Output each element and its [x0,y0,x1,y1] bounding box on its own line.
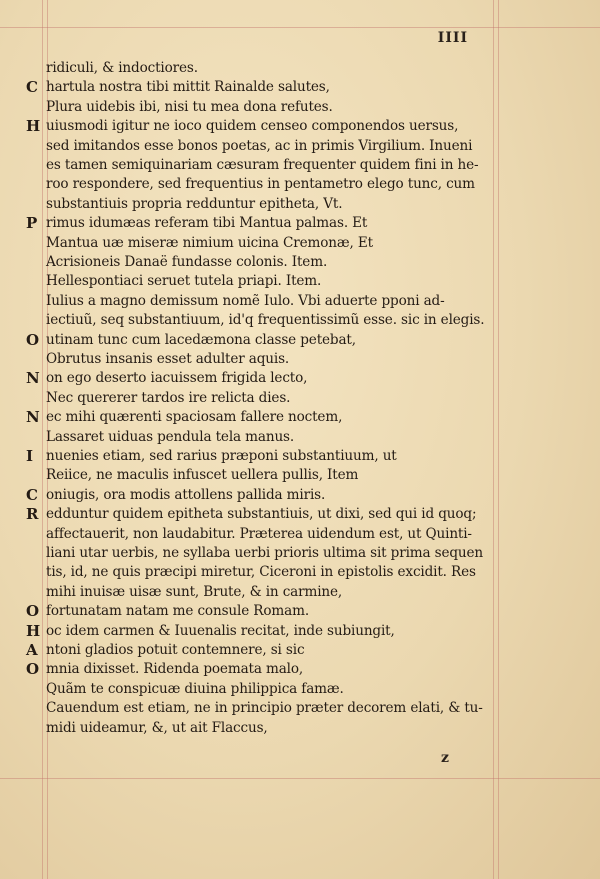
text-line [26,117,459,136]
line-text: Hellespontiaci seruet tutela priapi. Item. [46,273,322,290]
line-text: ntoni gladios potuit contemnere, si sic [46,642,305,658]
initial-letter: I [26,447,33,465]
margin-rule-left [42,0,43,879]
initial-letter: P [26,214,38,233]
line-text: Quãm te conspicuæ diuina philippica famæ. [46,680,344,697]
text-line [26,485,326,504]
text-line [46,699,483,717]
text-line [26,641,305,659]
line-text: on ego deserto iacuissem frigida lecto, [46,370,308,387]
line-text: rimus idumæas referam tibi Mantua palmas. Et [46,215,368,232]
line-text: liani utar uerbis, ne syllaba uerbi prioris ultima sit prima sequen [46,545,484,561]
initial-letter: O [26,660,39,679]
text-line [46,98,333,116]
initial-letter: O [26,330,39,349]
line-text: mnia dixisset. Ridenda poemata malo, [46,661,304,678]
text-line [26,330,356,349]
line-text: tis, id, ne quis præcipi miretur, Ciceroni in epistolis excidit. Res [46,564,476,581]
line-text: ridiculi, & indoctiores. [46,60,198,76]
line-text: Lassaret uiduas pendula tela manus. [46,428,295,445]
signature-mark: z [441,750,449,766]
text-line [26,660,304,679]
initial-letter: N [26,369,40,388]
margin-rule-top [0,27,600,28]
text-line [46,350,289,368]
initial-letter: O [26,602,39,621]
text-line [46,175,475,193]
text-line [46,563,476,581]
line-text: mihi inuisæ uisæ sunt, Brute, & in carmine, [46,583,343,600]
line-text: Acrisioneis Danaë fundasse colonis. Item. [46,254,328,270]
line-text: uiusmodi igitur ne ioco quidem censeo componendos uersus, [46,118,459,135]
line-text: utinam tunc cum lacedæmona classe petebat, [46,331,356,348]
line-text: sed imitandos esse bonos poetas, ac in primis Virgilium. Inueni [46,137,473,154]
line-text: Nec quererer tardos ire relicta dies. [46,389,291,406]
line-text: affectauerit, non laudabitur. Præterea uidendum est, ut Quinti- [46,525,472,542]
text-line [46,680,344,698]
line-text: Iulius a magno demissum nomẽ Iulo. Vbi aduerte pponi ad- [46,292,445,309]
text-line [46,311,484,329]
text-line [26,369,308,388]
text-line [26,602,309,621]
line-text: midi uideamur, &, ut ait Flaccus, [46,719,268,736]
line-text: iectiuũ, seq substantiuum, id'q frequentissimũ esse. sic in elegis. [46,312,485,329]
text-line [26,78,330,97]
line-text: Mantua uæ miseræ nimium uicina Cremonæ, Et [46,234,373,251]
initial-letter: N [26,408,40,427]
text-line [46,253,327,271]
text-line [46,544,483,562]
text-line [26,621,395,640]
line-text: roo respondere, sed frequentius in pentametro elego tunc, cum [46,176,475,193]
text-line [46,156,478,174]
line-text: oniugis, ora modis attollens pallida miris. [46,486,326,503]
text-line [46,428,294,446]
text-line [46,137,472,155]
text-line [46,466,358,484]
initial-letter: C [26,78,38,97]
text-line [46,719,268,737]
line-text: fortunatam natam me consule Romam. [46,603,309,620]
line-text: hartula nostra tibi mittit Rainalde salutes, [46,79,330,96]
line-text: Obrutus insanis esset adulter aquis. [46,351,290,367]
line-text: edduntur quidem epitheta substantiuis, ut dixi, sed qui id quoq; [46,506,477,523]
line-text: Plura uidebis ibi, nisi tu mea dona refutes. [46,98,333,115]
text-line [46,292,445,310]
text-line [26,214,368,233]
margin-rule-bottom [0,778,600,779]
text-line [26,447,397,465]
initial-letter: H [26,621,41,640]
initial-letter: A [26,641,38,659]
line-text: oc idem carmen & Iuuenalis recitat, inde subiungit, [46,622,395,639]
folio-number: IIII [437,30,468,46]
line-text: Reiice, ne maculis infuscet uellera pullis, Item [46,467,359,484]
line-text: nuenies etiam, sed rarius præponi substantiuum, ut [46,448,397,464]
margin-rule-right-outer [498,0,499,879]
text-line [26,408,343,427]
initial-letter: H [26,117,41,136]
text-line [46,525,472,543]
line-text: ec mihi quærenti spaciosam fallere noctem, [46,409,343,426]
line-text: Cauendum est etiam, ne in principio præter decorem elati, & tu- [46,700,483,717]
line-text: substantiuis propria redduntur epitheta, Vt. [46,195,343,212]
text-line [26,505,477,524]
text-line [46,195,342,213]
text-line [46,583,342,601]
text-line [46,234,373,252]
text-line [46,272,321,290]
line-text: es tamen semiquinariam cæsuram frequenter quidem fini in he- [46,157,479,173]
text-line [46,59,198,77]
margin-rule-right [493,0,494,879]
text-line [46,389,290,407]
initial-letter: C [26,485,38,504]
initial-letter: R [26,505,39,524]
